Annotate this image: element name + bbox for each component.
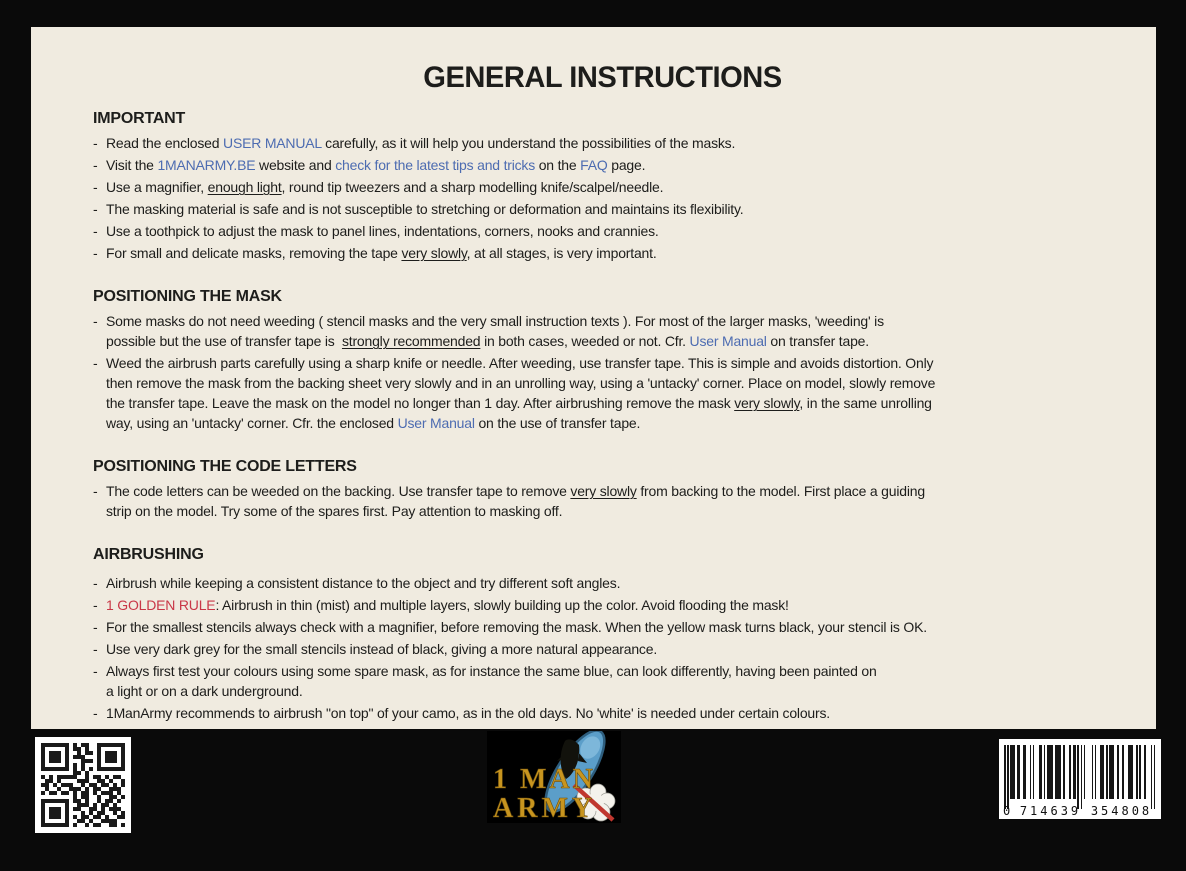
section-airbrushing — [93, 545, 1112, 723]
barcode — [999, 739, 1161, 819]
instruction-sheet — [31, 27, 1156, 729]
brand-logo — [487, 731, 621, 823]
instruction-item: - Use a toothpick to adjust the mask to panel lines, indentations, corners, nooks and crannies. — [93, 223, 659, 239]
section-positioning-mask — [93, 287, 1112, 433]
bullet-dash: - — [93, 157, 98, 173]
instruction-item: - Some masks do not need weeding ( stencil masks and the very small instruction texts ). For most of the larger masks, 'weeding' is possible but the use of transfer tape is strongly recommended in both cases, weeded or not. Cfr. User Manual on transfer tape. — [93, 313, 884, 349]
logo-line-1: 1 MAN — [493, 764, 596, 795]
instruction-item: - Use very dark grey for the small stencils instead of black, giving a more natural appearance. — [93, 641, 658, 657]
instruction-item: - Use a magnifier, enough light, round tip tweezers and a sharp modelling knife/scalpel/needle. — [93, 179, 664, 195]
qr-code — [35, 737, 131, 833]
section-heading: IMPORTANT — [93, 110, 186, 127]
bullet-list — [93, 481, 1112, 521]
section-heading: POSITIONING THE CODE LETTERS — [93, 458, 357, 475]
bullet-dash: - — [93, 705, 98, 721]
bullet-dash: - — [93, 483, 98, 499]
instruction-item: - 1ManArmy recommends to airbrush "on top" of your camo, as in the old days. No 'white' is needed under certain colours. — [93, 705, 830, 721]
bullet-list — [93, 133, 1112, 263]
bullet-dash: - — [93, 575, 98, 591]
instruction-item: - Airbrush while keeping a consistent distance to the object and try different soft angles. — [93, 575, 621, 591]
section-heading: POSITIONING THE MASK — [93, 288, 282, 305]
bullet-dash: - — [93, 201, 98, 217]
bullet-dash: - — [93, 619, 98, 635]
bullet-dash: - — [93, 223, 98, 239]
instruction-item: - The code letters can be weeded on the backing. Use transfer tape to remove very slowly from backing to the model. First place a guiding strip on the model. Try some of the spares first. Pay attention to masking off. — [93, 483, 925, 519]
bullet-dash: - — [93, 245, 98, 261]
bullet-dash: - — [93, 597, 98, 613]
bullet-dash: - — [93, 355, 98, 371]
bullet-dash: - — [93, 663, 98, 679]
instruction-item: - For small and delicate masks, removing the tape very slowly, at all stages, is very important. — [93, 245, 657, 261]
barcode-digit-prefix: 0 — [1003, 804, 1011, 818]
logo-line-2: ARMY — [493, 793, 597, 823]
section-heading: AIRBRUSHING — [93, 546, 204, 563]
bullet-dash: - — [93, 313, 98, 329]
airbrush-logo-art — [487, 731, 621, 823]
barcode-digit-group: 714639 — [1019, 804, 1082, 818]
bullet-list — [93, 311, 1112, 433]
instruction-item: - Read the enclosed USER MANUAL carefully, as it will help you understand the possibilities of the masks. — [93, 135, 736, 151]
bullet-list — [93, 573, 1112, 723]
barcode-digits — [1003, 804, 1157, 818]
instruction-item: - 1 GOLDEN RULE: Airbrush in thin (mist) and multiple layers, slowly building up the color. Avoid flooding the mask! — [93, 597, 789, 613]
page-title: GENERAL INSTRUCTIONS — [423, 61, 782, 94]
bullet-dash: - — [93, 135, 98, 151]
section-important — [93, 109, 1112, 263]
barcode-digit-group: 354808 — [1090, 804, 1153, 818]
instruction-item: - Weed the airbrush parts carefully using a sharp knife or needle. After weeding, use transfer tape. This is simple and avoids distortion. Only then remove the mask from the backing sheet very slowly and in an unrolling way, using a 'untacky' corner. Place on model, slowly remove the transfer tape. Leave the mask on the model no longer than 1 day. After airbrushing remove the mask very slowly, in the same unrolling way, using an 'untacky' corner. Cfr. the enclosed User Manual on the use of transfer tape. — [93, 355, 936, 431]
bullet-dash: - — [93, 179, 98, 195]
qr-modules — [41, 743, 125, 827]
section-positioning-code-letters — [93, 457, 1112, 521]
instruction-item: - The masking material is safe and is not susceptible to stretching or deformation and maintains its flexibility. — [93, 201, 744, 217]
barcode-bars — [1004, 745, 1161, 811]
bullet-dash: - — [93, 641, 98, 657]
instruction-item: - For the smallest stencils always check with a magnifier, before removing the mask. When the yellow mask turns black, your stencil is OK. — [93, 619, 927, 635]
instruction-item: - Always first test your colours using some spare mask, as for instance the same blue, can look differently, having been painted on a light or on a dark underground. — [93, 663, 877, 699]
instruction-item: - Visit the 1MANARMY.BE website and check for the latest tips and tricks on the FAQ page. — [93, 157, 646, 173]
